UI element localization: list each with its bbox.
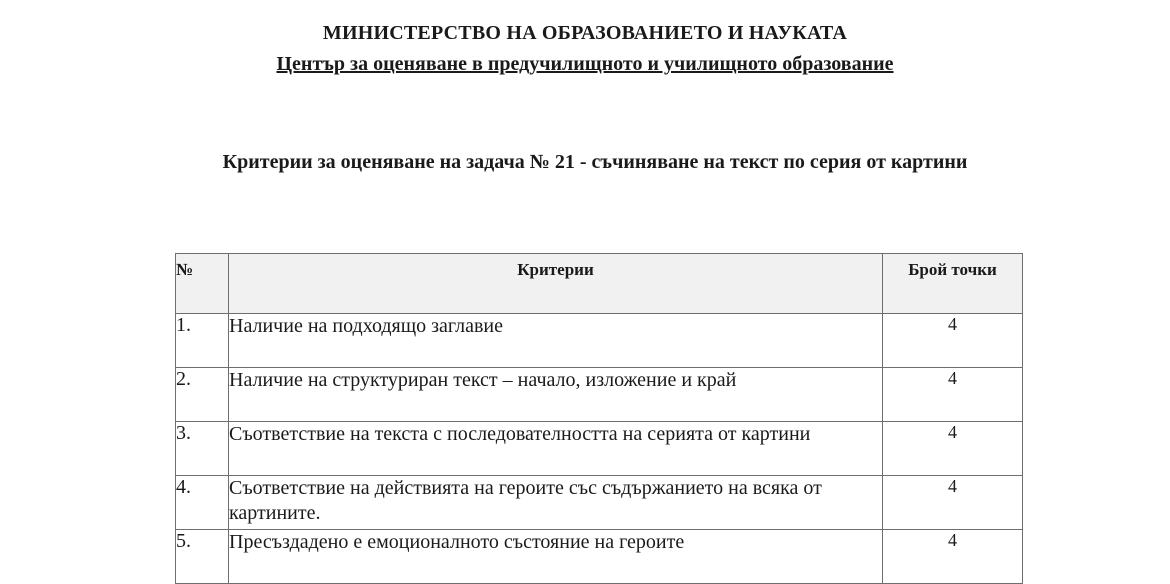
row-points: 4 [883, 530, 1023, 584]
row-points: 4 [883, 368, 1023, 422]
row-points: 4 [883, 422, 1023, 476]
row-number: 3. [176, 422, 229, 476]
row-criteria: Пресъздадено е емоционалното състояние на героите [229, 530, 883, 584]
row-number: 4. [176, 476, 229, 530]
row-criteria: Наличие на подходящо заглавие [229, 314, 883, 368]
header-criteria: Критерии [229, 254, 883, 314]
row-criteria: Съответствие на действията на героите със съдържанието на всяка от картините. [229, 476, 883, 530]
row-number: 5. [176, 530, 229, 584]
table-header-row [176, 254, 1023, 314]
table-row [176, 368, 1023, 422]
criteria-table [175, 253, 1023, 584]
header-number: № [176, 254, 229, 314]
document-title: Критерии за оценяване на задача № 21 - съчиняване на текст по серия от картини [222, 151, 968, 173]
table-row [176, 314, 1023, 368]
row-points: 4 [883, 476, 1023, 530]
center-subheading: Център за оценяване в предучилищното и училищното образование [276, 53, 894, 75]
table-row [176, 476, 1023, 530]
header-points: Брой точки [883, 254, 1023, 314]
ministry-heading: МИНИСТЕРСТВО НА ОБРАЗОВАНИЕТО И НАУКАТА [322, 22, 848, 44]
row-number: 1. [176, 314, 229, 368]
row-criteria: Съответствие на текста с последователността на серията от картини [229, 422, 883, 476]
row-points: 4 [883, 314, 1023, 368]
row-number: 2. [176, 368, 229, 422]
row-criteria: Наличие на структуриран текст – начало, изложение и край [229, 368, 883, 422]
table-row [176, 422, 1023, 476]
table-row [176, 530, 1023, 584]
